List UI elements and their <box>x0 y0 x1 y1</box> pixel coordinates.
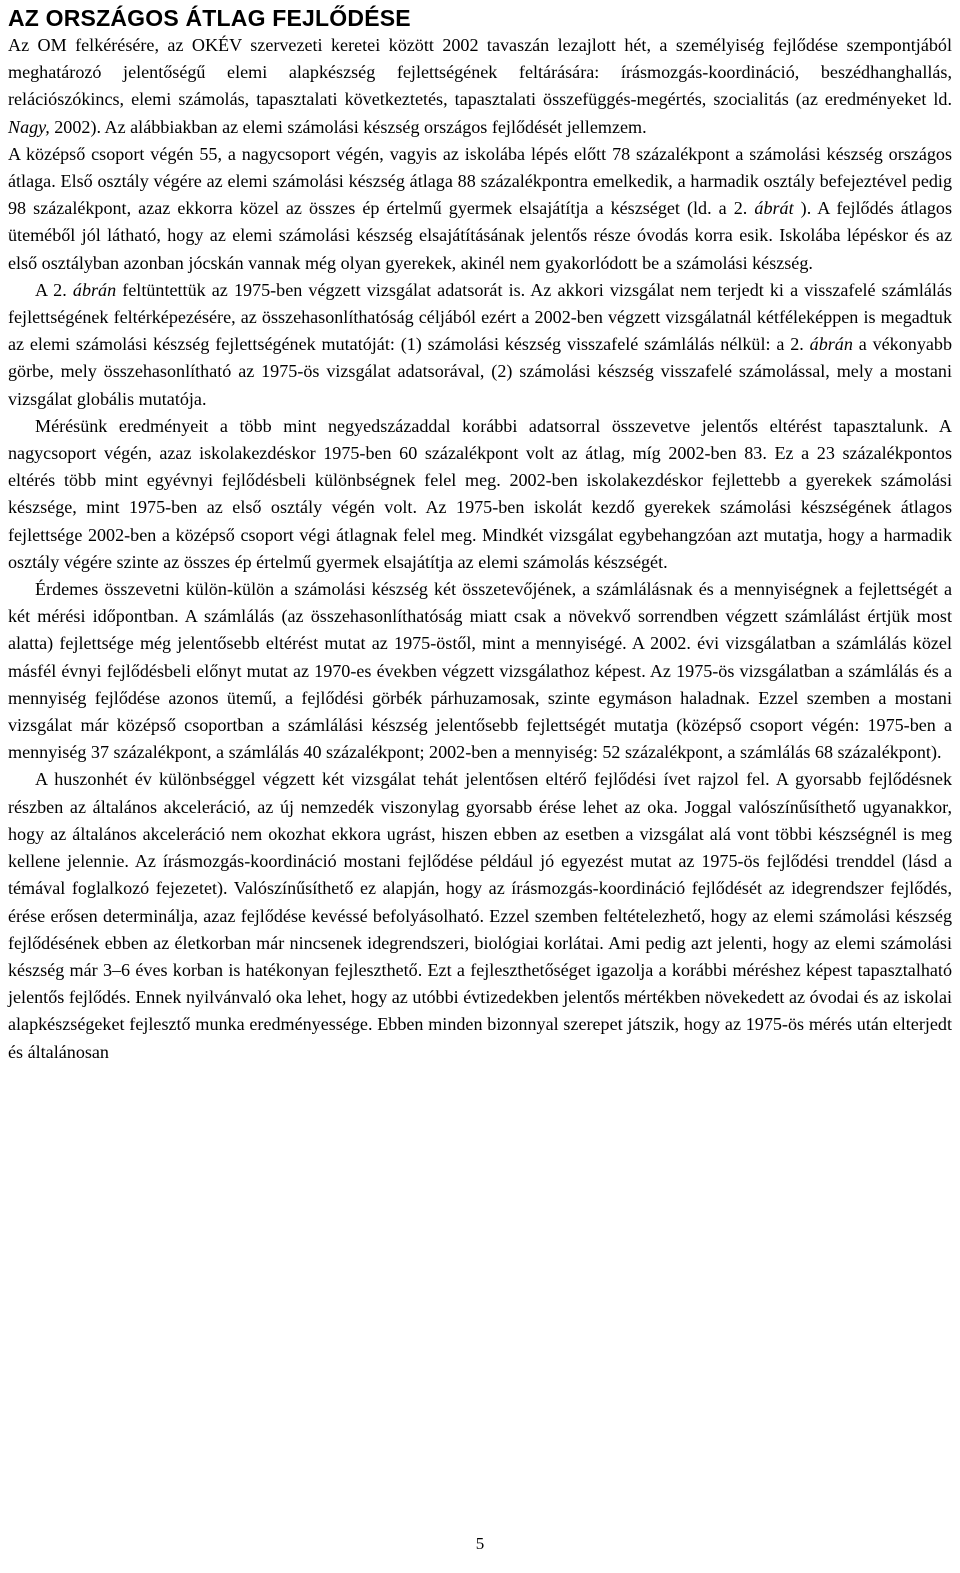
page-number: 5 <box>475 1534 485 1553</box>
paragraph-text: Mérésünk eredményeit a több mint negyedszázaddal korábbi adatsorral összevetve jelentős eltérést tapasztalunk. A nagycsoport végén, azaz iskolakezdéskor 1975-ben 60 százalékpont volt az átlag, míg 2002-ben 83. Ez a 23 százalékpontos eltérés több mint egyévnyi fejlődésbeli különbségnek felel meg. 2002-ben iskolakezdéskor fejlettebb a gyerekek számolási készsége, mint 1975-ben az első osztály végén volt. Az 1975-ben iskolát kezdő gyerekek számolási készségének átlagos fejlettsége 2002-ben a középső csoport végi átlagnak felel meg. Mindkét vizsgálat egybehangzóan azt mutatja, hogy a harmadik osztály végére szinte az összes ép értelmű gyermek elsajátítja az elemi számolás készségét. <box>8 415 952 572</box>
document-page <box>8 0 952 1573</box>
paragraph <box>8 141 952 277</box>
body-text <box>8 32 952 1066</box>
paragraph-text: Az OM felkérésére, az OKÉV szervezeti keretei között 2002 tavaszán lezajlott hét, a személyiség fejlődése szempontjából meghatározó jelentőségű elemi alapkészség fejlettségének feltárására: írásmozgás-koordináció, beszédhanghallás, relációszókincs, elemi számolás, tapasztalati következtetés, tapasztalati összefüggés-megértés, szocialitás (az eredményeket ld. <box>8 35 952 110</box>
paragraph-text: Érdemes összevetni külön-külön a számolási készség két összetevőjének, a számlálásnak és a mennyiségnek a fejlettségét a két mérési időpontban. A számlálás (az összehasonlíthatóság miatt csak a növekvő sorrendben végzett számlálást értjük most alatta) fejlettsége még jelentősebb eltérést mutat az 1975-östől, mint a mennyiségé. A 2002. évi vizsgálatban a számlálás közel másfél évnyi fejlődésbeli előnyt mutat az 1970-es években végzett vizsgálathoz képest. Az 1975-ös vizsgálatban a számlálás és a mennyiség fejlődése azonos ütemű, a fejlődési görbék párhuzamosak, szinte egymáson haladnak. Ezzel szemben a mostani vizsgálat már középső csoportban a számlálási készség jelentősebb fejlettségét mutatja (középső csoport végén: 1975-ben a mennyiség 37 százalékpont, a számlálás 40 százalékpont; 2002-ben a mennyiség: 52 százalékpont, a számlálás 68 százalékpont). <box>8 579 952 763</box>
paragraph-text: A középső csoport végén 55, a nagycsoport végén, vagyis az iskolába lépés előtt 78 százalékpont a számolási készség országos átlaga. Első osztály végére az elemi számolási készség átlaga 88 százalékpontra emelkedik, a harmadik osztály befejeztével pedig 98 százalékpont, azaz ekkorra közel az összes ép értelmű gyermek elsajátítja a készséget (ld. a 2. <box>8 143 952 219</box>
paragraph-text: ). A fejlődés átlagos üteméből jól látható, hogy az elemi számolási készség elsajátításának jelentős része óvodás korra esik. Iskolába lépéskor és az első osztályban azonban jócskán vannak még olyan gyerekek, akinél nem gyakorlódott be a számolási készség. <box>8 198 952 273</box>
italic-text: Nagy, <box>8 116 50 137</box>
paragraph-text: a vékonyabb görbe, mely összehasonlítható az 1975-ös vizsgálat adatsorával, (2) számolási készség visszafelé számolással, mely a mostani vizsgálat globális mutatója. <box>8 334 952 409</box>
italic-text: ábrát <box>754 198 794 219</box>
paragraph-text: A huszonhét év különbséggel végzett két vizsgálat tehát jelentősen eltérő fejlődési ívet rajzol fel. A gyorsabb fejlődésnek részben az általános akceleráció, az új nemzedék viszonylag gyorsabb érése lehet az oka. Joggal valószínűsíthető ugyanakkor, hogy az általános akceleráció nem okozhat ekkora ugrást, hiszen ebben az esetben a vizsgálat alá vont többi készségnél is meg kellene jelennie. Az írásmozgás-koordináció mostani fejlődése például jó egyezést mutat az 1975-ös fejlődési trenddel (lásd a témával foglalkozó fejezetet). Valószínűsíthető ez alapján, hogy az írásmozgás-koordináció fejlődését az idegrendszer fejlődés, érése erősen determinálja, azaz fejlődése kevéssé befolyásolható. Ezzel szemben feltételezhető, hogy az elemi számolási készség fejlődésének ebben az életkorban már nincsenek idegrendszeri, biológiai korlátai. Ami pedig azt jelenti, hogy az elemi számolási készség már 3–6 éves korban is hatékonyan fejleszthető. Ezt a fejleszthetőséget igazolja a korábbi méréshez képest tapasztalható jelentős fejlődés. Ennek nyilvánvaló oka lehet, hogy az utóbbi évtizedekben jelentős mértékben növekedett az óvodai és az iskolai alapkészségeket fejlesztő munka eredményessége. Ebben minden bizonnyal szerepet játszik, hogy az 1975-ös mérés után elterjedt és általánosan <box>8 769 952 1062</box>
paragraph-text: A 2. <box>35 279 67 300</box>
italic-text: ábrán <box>809 334 853 355</box>
paragraph <box>8 413 952 576</box>
section-title: AZ ORSZÁGOS ÁTLAG FEJLŐDÉSE <box>8 5 411 31</box>
paragraph <box>8 576 952 766</box>
paragraph <box>8 766 952 1065</box>
paragraph-text: 2002). Az alábbiakban az elemi számolási készség országos fejlődését jellemzem. <box>54 116 647 137</box>
paragraph <box>8 32 952 141</box>
paragraph-text: feltüntettük az 1975-ben végzett vizsgálat adatsorát is. Az akkori vizsgálat nem terjedt ki a visszafelé számlálás fejlettségének feltérképezésére, az összehasonlíthatóság céljából ezért a 2002-ben végzett vizsgálatnál kétféleképpen is megadtuk az elemi számolási készség fejlettségének mutatóját: (1) számolási készség visszafelé számlálás nélkül: a 2. <box>8 279 952 355</box>
paragraph <box>8 277 952 413</box>
italic-text: ábrán <box>72 279 117 300</box>
